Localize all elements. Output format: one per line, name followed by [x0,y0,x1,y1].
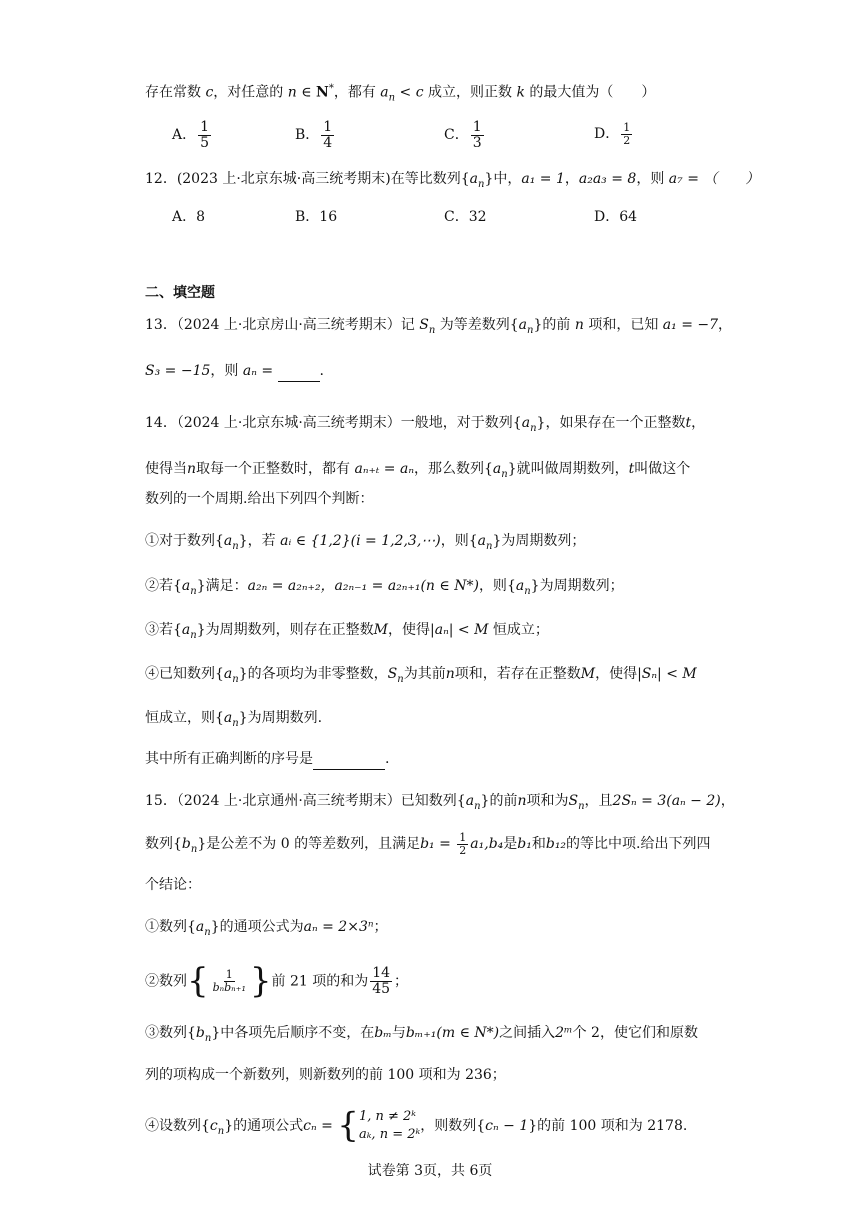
q14-statement-2: ②若$\{a_n\}$满足：a₂ₙ = a₂ₙ₊₂，a₂ₙ₋₁ = a₂ₙ₊₁(n ∈ N*)，则$\{a_n\}$为周期数列； [145,578,624,597]
q15-conclusion-3-cont: 列的项构成一个新数列，则新数列的前 100 项和为 236； [145,1067,506,1083]
q14-answer-blank[interactable] [313,769,385,770]
q13-line2: S₃ = −15，则 aₙ = . [145,360,324,382]
q12-stem: 12．(2023 上·北京东城·高三统考期末)在等比数列$\{a_n\}$中，a₁ = 1，a₂a₃ = 8，则 a₇ = （ ） [145,171,760,190]
q15-conclusion-3: ③数列$\{b_n\}$中各项先后顺序不变，在bₘ与bₘ₊₁(m ∈ N*)之间插入2ᵐ个 2，使它们和原数 [145,1025,698,1044]
q12-option-a[interactable]: A．8 [172,209,206,225]
section-title: 二、填空题 [145,285,215,301]
q11-option-c[interactable]: C． $\frac{1}{3}$ [444,119,482,151]
q15-conclusion-4: ④设数列$\{c_n\}$的通项公式cₙ = { 1, n ≠ 2ᵏ aₖ, n = 2ᵏ ，则数列{cₙ − 1}的前 100 项和为 2178. [145,1105,688,1146]
q14-line2: 使得当n取每一个正整数时，都有 aₙ₊ₜ = aₙ，那么数列$\{a_n\}$就叫做周期数列，t叫做这个 [145,461,691,480]
q11-stem: 存在常数 c，对任意的 n ∈ N*，都有 $a_n < c$ 成立，则正数 k 的最大值为（ ） [145,83,656,104]
q11-option-b[interactable]: B． $\frac{1}{4}$ [295,119,333,151]
q15-conclusion-1: ①数列$\{a_n\}$的通项公式为aₙ = 2×3ⁿ； [145,919,388,938]
q15-line1: 15．（2024 上·北京通州·高三统考期末）已知数列$\{a_n\}$的前n项和为$S_n$，且2Sₙ = 3(aₙ − 2)， [145,793,735,812]
q13-answer-blank[interactable] [278,381,320,382]
q15-conclusion-2: ②数列{ $\frac{1}{\text{bₙbₙ₊₁}}$ }前 21 项的和为 $\frac{14}{45}$ ； [145,961,409,1001]
q14-statement-4: ④已知数列$\{a_n\}$的各项均为非零整数，$S_n$为其前n项和，若存在正整数M，使得|Sₙ| < M [145,666,697,685]
q15-line3: 个结论： [145,877,201,893]
q14-question: 其中所有正确判断的序号是 . [145,748,389,770]
q11-option-a[interactable]: A． $\frac{1}{5}$ [172,119,210,151]
q11-option-d[interactable]: D． $\frac{1}{2}$ [594,121,631,147]
q12-option-c[interactable]: C．32 [444,209,487,225]
q14-statement-3: ③若$\{a_n\}$为周期数列，则存在正整数M，使得|aₙ| < M 恒成立； [145,622,549,641]
q15-line2: 数列$\{b_n\}$是公差不为 0 的等差数列，且满足b₁ = $\frac{1}{2}$ a₁,b₄是b₁和b₁₂的等比中项.给出下列四 [145,831,711,857]
q13-line1: 13．（2024 上·北京房山·高三统考期末）记 $S_n$ 为等差数列$\{a_n\}$的前 n 项和，已知 a₁ = −7， [145,317,733,336]
q12-option-b[interactable]: B．16 [295,209,338,225]
q14-statement-4-cont: 恒成立，则$\{a_n\}$为周期数列. [145,710,323,729]
q14-line3: 数列的一个周期.给出下列四个判断： [145,491,374,507]
q12-option-d[interactable]: D．64 [594,209,638,225]
q14-statement-1: ①对于数列$\{a_n\}$，若 aᵢ ∈ {1,2}(i = 1,2,3,⋯)，则$\{a_n\}$为周期数列； [145,533,586,552]
page-footer: 试卷第 3页，共 6页 [367,1163,493,1179]
q14-line1: 14．（2024 上·北京东城·高三统考期末）一般地，对于数列$\{a_n\}$，如果存在一个正整数t， [145,415,706,434]
